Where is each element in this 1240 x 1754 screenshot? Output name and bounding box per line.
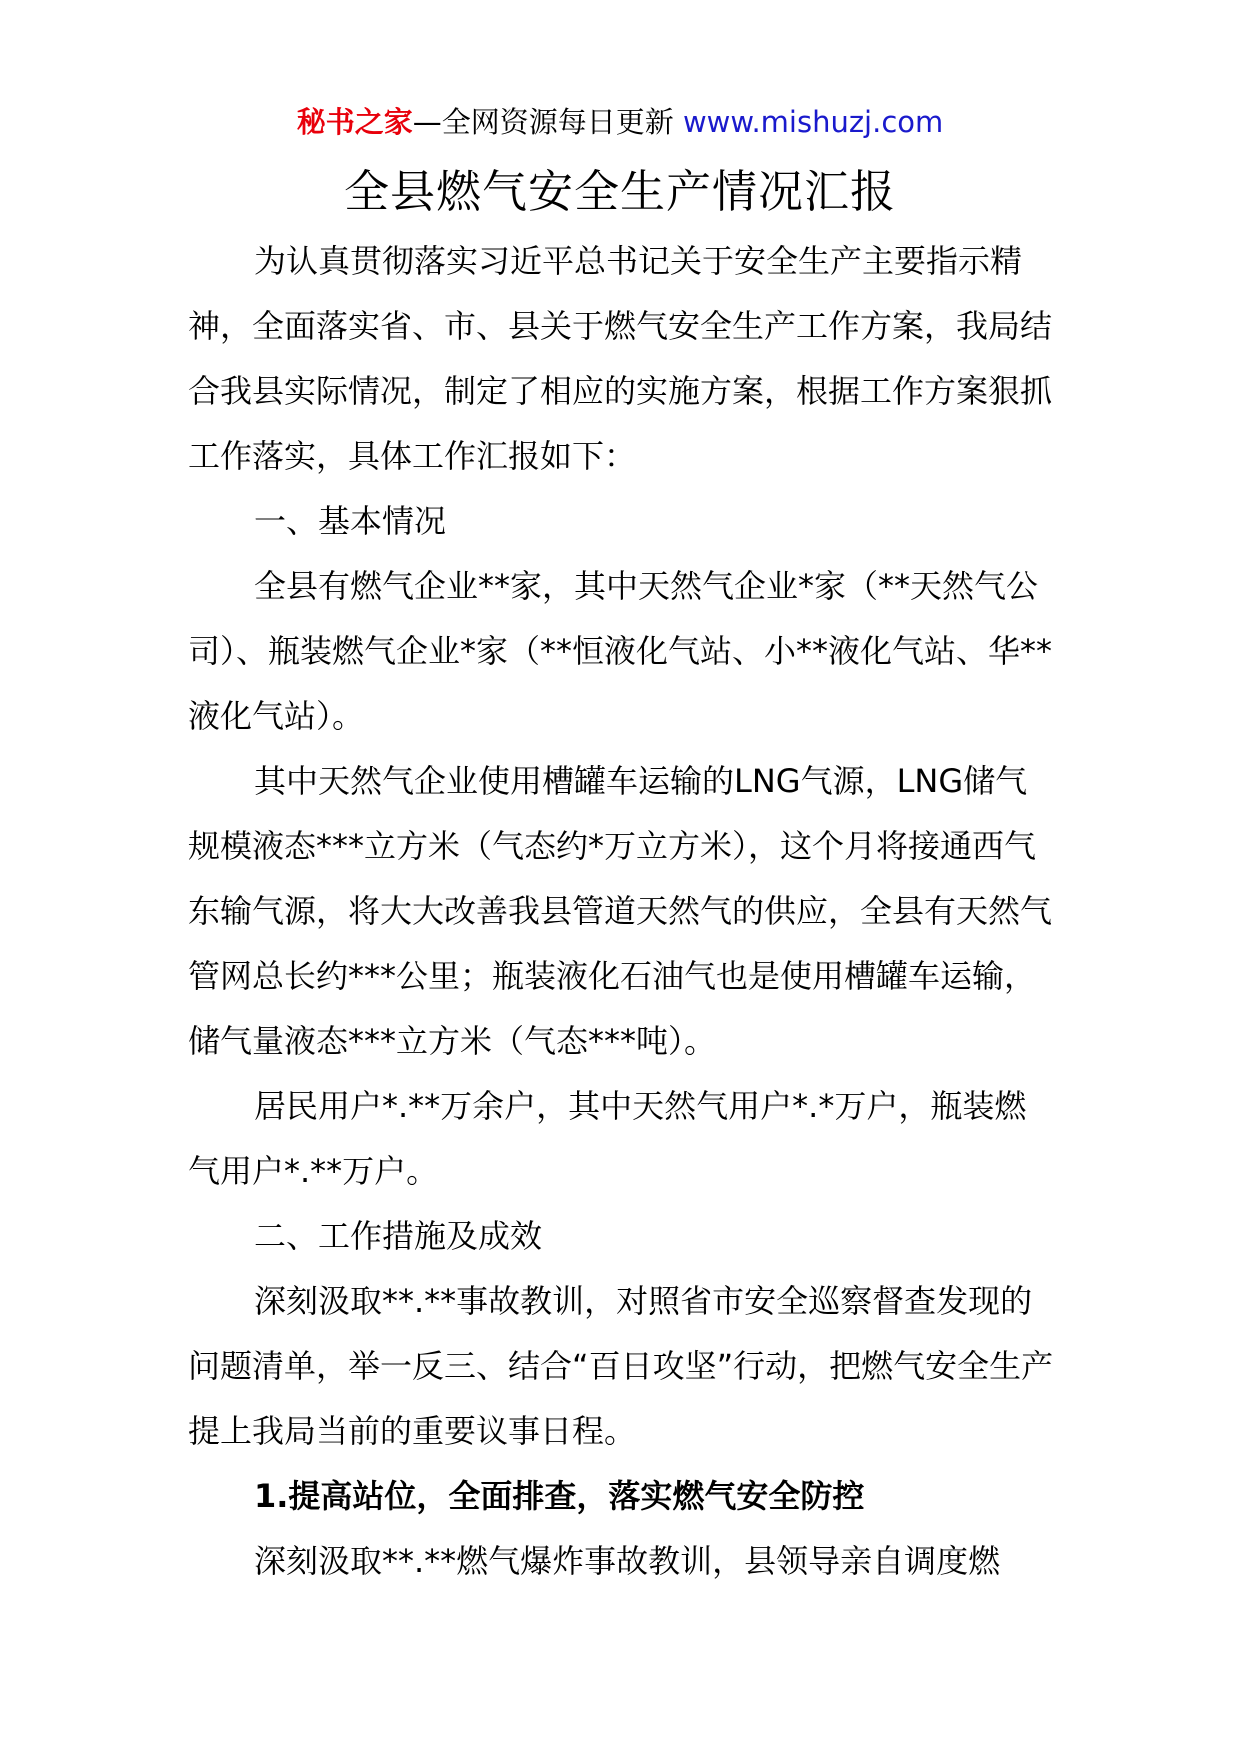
site-banner bbox=[0, 100, 1240, 144]
intro-paragraph: 为认真贯彻落实习近平总书记关于安全生产主要指示精神，全面落实省、市、县关于燃气安全生产工作方案，我局结合我县实际情况，制定了相应的实施方案，根据工作方案狠抓工作落实，具体工作汇报如下： bbox=[188, 242, 1053, 475]
banner-slogan: —全网资源每日更新 bbox=[412, 105, 683, 139]
section-heading-measures: 二、工作措施及成效 bbox=[254, 1217, 543, 1255]
section-heading-basic-situation: 一、基本情况 bbox=[254, 502, 447, 540]
paragraph-lessons: 深刻汲取**.**事故教训，对照省市安全巡察督查发现的问题清单，举一反三、结合“百日攻坚”行动，把燃气安全生产提上我局当前的重要议事日程。 bbox=[188, 1282, 1054, 1450]
subheading-investigation: 1.提高站位，全面排查，落实燃气安全防控 bbox=[254, 1477, 865, 1515]
document-body bbox=[188, 229, 1058, 1594]
paragraph-enterprises: 全县有燃气企业**家，其中天然气企业*家（**天然气公司）、瓶装燃气企业*家（**恒液化气站、小**液化气站、华**液化气站）。 bbox=[188, 567, 1053, 735]
document-title: 全县燃气安全生产情况汇报 bbox=[343, 165, 896, 218]
website-link[interactable]: www.mishuzj.com bbox=[682, 105, 944, 139]
paragraph-explosion-lessons: 深刻汲取**.**燃气爆炸事故教训，县领导亲自调度燃 bbox=[254, 1542, 1001, 1580]
paragraph-gas-supply: 其中天然气企业使用槽罐车运输的LNG气源，LNG储气规模液态***立方米（气态约*万立方米），这个月将接通西气东输气源，将大大改善我县管道天然气的供应，全县有天然气管网总长约***公里；瓶装液化石油气也是使用槽罐车运输，储气量液态***立方米（气态***吨）。 bbox=[188, 762, 1053, 1060]
brand-name: 秘书之家 bbox=[296, 105, 413, 139]
paragraph-users: 居民用户*.**万余户，其中天然气用户*.*万户，瓶装燃气用户*.**万户。 bbox=[188, 1087, 1027, 1190]
